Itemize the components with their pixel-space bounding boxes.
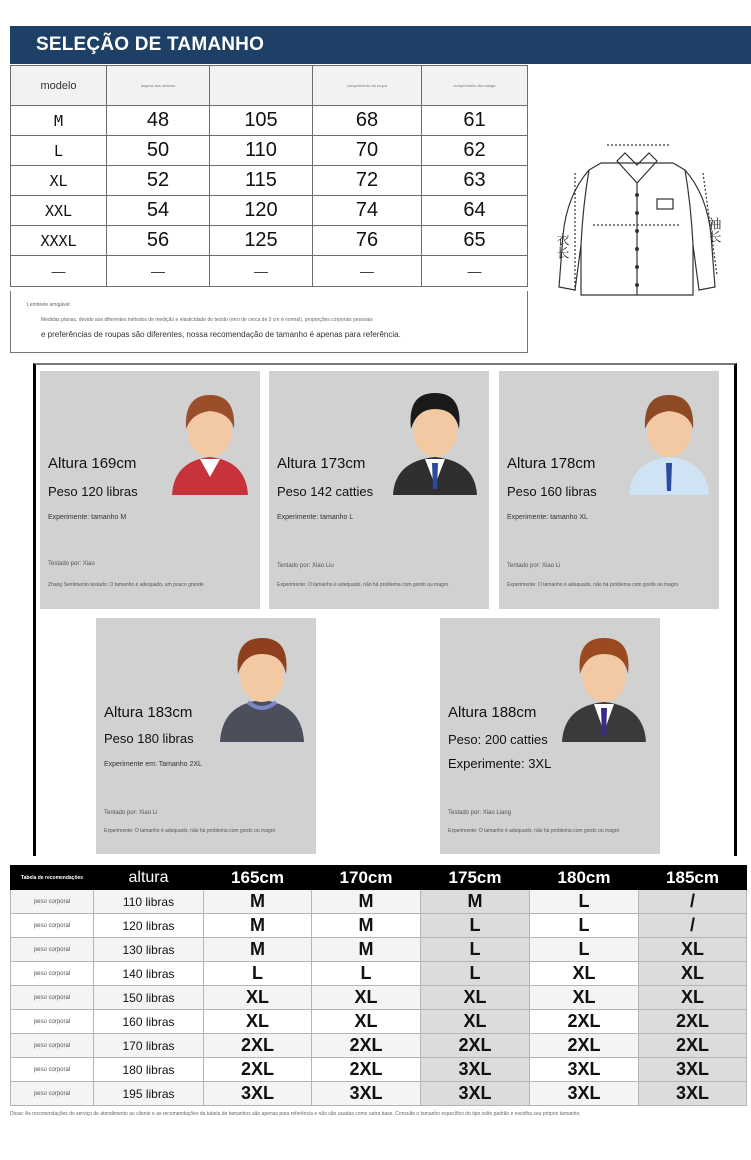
size-cell: 125 xyxy=(210,226,313,256)
size-recommendation-cell: 2XL xyxy=(639,1010,747,1034)
recommendation-row xyxy=(11,1058,747,1082)
recommendation-header xyxy=(11,866,747,890)
size-recommendation-cell: L xyxy=(204,962,312,986)
size-recommendation-cell: M xyxy=(204,890,312,914)
weight-cell: 150 libras xyxy=(94,986,204,1010)
size-header-chest xyxy=(210,66,313,106)
weight-cell: 130 libras xyxy=(94,938,204,962)
size-recommendation-cell: 3XL xyxy=(639,1058,747,1082)
size-cell: 64 xyxy=(422,196,528,226)
size-row xyxy=(11,256,528,287)
size-cell: 72 xyxy=(313,166,422,196)
row-label: peso corporal xyxy=(11,1010,94,1034)
row-label: peso corporal xyxy=(11,890,94,914)
size-recommendation-cell: M xyxy=(312,938,421,962)
size-recommendation-cell: / xyxy=(639,914,747,938)
model-feedback: Experimente: O tamanho é adequado, não há problema com gordo ou magro xyxy=(104,828,276,834)
model-tester: Tentado por: Xiao Li xyxy=(507,563,561,569)
model-try-size: Experimente: 3XL xyxy=(448,756,552,771)
size-cell: 62 xyxy=(422,136,528,166)
size-row xyxy=(11,106,528,136)
size-cell: 52 xyxy=(107,166,210,196)
size-recommendation-cell: M xyxy=(421,890,530,914)
height-label: altura xyxy=(94,866,204,890)
size-recommendation-cell: 3XL xyxy=(530,1082,639,1106)
size-recommendation-cell: 3XL xyxy=(530,1058,639,1082)
model-panel xyxy=(33,363,737,856)
size-recommendation-cell: 3XL xyxy=(312,1082,421,1106)
size-recommendation-cell: XL xyxy=(530,962,639,986)
size-cell: L xyxy=(11,136,107,166)
size-recommendation-cell: XL xyxy=(312,1010,421,1034)
recommendation-table xyxy=(10,865,747,1106)
size-recommendation-cell: 2XL xyxy=(312,1058,421,1082)
recommendation-row xyxy=(11,1034,747,1058)
size-recommendation-cell: 3XL xyxy=(639,1082,747,1106)
recommendation-row xyxy=(11,1010,747,1034)
model-height: Altura 173cm xyxy=(277,455,366,472)
model-weight: Peso 142 catties xyxy=(277,484,374,499)
size-recommendation-cell: XL xyxy=(530,986,639,1010)
size-recommendation-cell: M xyxy=(312,914,421,938)
size-cell: 120 xyxy=(210,196,313,226)
model-tester: Testado por: Xiao xyxy=(48,561,95,567)
row-label: peso corporal xyxy=(11,1082,94,1106)
shirt-label-left: 衣长 xyxy=(553,233,569,259)
size-cell: 110 xyxy=(210,136,313,166)
model-feedback: Experimente: O tamanho é adequado, não há problema com gordo ou magro xyxy=(448,828,620,834)
model-tester: Tentado por: Xiao Li xyxy=(104,810,158,816)
size-row xyxy=(11,226,528,256)
size-recommendation-cell: 2XL xyxy=(204,1058,312,1082)
height-header: 175cm xyxy=(421,866,530,890)
shirt-avatar-icon xyxy=(625,385,713,495)
size-recommendation-cell: XL xyxy=(204,986,312,1010)
recommendation-row xyxy=(11,986,747,1010)
note-text: e preferências de roupas são diferentes, nossa recomendação de tamanho é apenas para referência. xyxy=(41,330,401,339)
size-cell: 105 xyxy=(210,106,313,136)
tshirt-avatar-icon xyxy=(216,632,308,742)
model-card xyxy=(96,618,316,854)
size-recommendation-cell: L xyxy=(530,890,639,914)
size-recommendation-cell: 3XL xyxy=(421,1082,530,1106)
note-text: Medidas planas, devido aos diferentes métodos de medição e elasticidade do tecido (erro de cerca de 3 cm é normal), proporções corporais pessoais xyxy=(41,317,373,323)
size-cell: — xyxy=(210,256,313,287)
size-row xyxy=(11,166,528,196)
model-weight: Peso 160 libras xyxy=(507,484,597,499)
recommendation-corner: Tabela de recomendações xyxy=(11,866,94,890)
row-label: peso corporal xyxy=(11,962,94,986)
size-row xyxy=(11,196,528,226)
suit-tie-avatar-icon xyxy=(558,630,650,742)
model-card xyxy=(440,618,660,854)
size-recommendation-cell: L xyxy=(530,914,639,938)
model-feedback: Experimente: O tamanho é adequado, não há problema com gordo ou magro xyxy=(507,582,679,588)
size-cell: XXXL xyxy=(11,226,107,256)
size-cell: 54 xyxy=(107,196,210,226)
size-recommendation-cell: XL xyxy=(639,938,747,962)
size-cell: 48 xyxy=(107,106,210,136)
row-label: peso corporal xyxy=(11,986,94,1010)
size-cell: 70 xyxy=(313,136,422,166)
size-recommendation-cell: M xyxy=(312,890,421,914)
size-recommendation-cell: XL xyxy=(421,1010,530,1034)
size-recommendation-cell: 2XL xyxy=(421,1034,530,1058)
model-try-size: Experimente: tamanho L xyxy=(277,514,354,521)
size-cell: 76 xyxy=(313,226,422,256)
model-feedback: Experimente: O tamanho é adequado, não há problema com gordo ou magro xyxy=(277,582,449,588)
weight-cell: 170 libras xyxy=(94,1034,204,1058)
row-label: peso corporal xyxy=(11,914,94,938)
size-recommendation-cell: XL xyxy=(312,986,421,1010)
size-row xyxy=(11,136,528,166)
model-feedback: Zhang Sentimento testado: O tamanho é adequado, um pouco grande xyxy=(48,582,204,588)
sweater-avatar-icon xyxy=(166,385,254,495)
footer-note: Dicas: As recomendações do serviço de atendimento ao cliente e as recomendações da tabela de tamanhos são apenas para referência e não são usadas como outra base. Consulte o tamanho específico do tipo solto padrão e escolha seu próprio tamanho. xyxy=(10,1111,581,1117)
model-height: Altura 169cm xyxy=(48,455,137,472)
size-header-shoulder: largura dos ombros xyxy=(107,66,210,106)
size-recommendation-cell: 3XL xyxy=(421,1058,530,1082)
size-note xyxy=(10,291,528,353)
size-cell: 65 xyxy=(422,226,528,256)
size-recommendation-cell: M xyxy=(204,938,312,962)
recommendation-row xyxy=(11,938,747,962)
size-header-length: comprimento da roupa xyxy=(313,66,422,106)
size-header-model: modelo xyxy=(11,66,107,106)
shirt-label-right: 袖长 xyxy=(705,217,721,243)
model-card xyxy=(499,371,719,609)
model-tester: Testado por: Xiao Liang xyxy=(448,810,512,816)
weight-cell: 120 libras xyxy=(94,914,204,938)
model-weight: Peso: 200 catties xyxy=(448,732,548,747)
height-header: 170cm xyxy=(312,866,421,890)
size-recommendation-cell: L xyxy=(312,962,421,986)
recommendation-row xyxy=(11,962,747,986)
recommendation-row xyxy=(11,890,747,914)
size-recommendation-cell: XL xyxy=(204,1010,312,1034)
height-header: 185cm xyxy=(639,866,747,890)
size-recommendation-cell: 2XL xyxy=(204,1034,312,1058)
weight-cell: 110 libras xyxy=(94,890,204,914)
height-header: 180cm xyxy=(530,866,639,890)
recommendation-row xyxy=(11,914,747,938)
note-title: Lembrete amigável: xyxy=(27,302,71,308)
row-label: peso corporal xyxy=(11,1058,94,1082)
shirt-measurement-diagram-icon xyxy=(553,125,723,310)
size-cell: — xyxy=(107,256,210,287)
row-label: peso corporal xyxy=(11,1034,94,1058)
size-recommendation-cell: 2XL xyxy=(639,1034,747,1058)
size-cell: 115 xyxy=(210,166,313,196)
weight-cell: 180 libras xyxy=(94,1058,204,1082)
model-try-size: Experimente em: Tamanho 2XL xyxy=(104,761,202,768)
size-cell: 61 xyxy=(422,106,528,136)
size-cell: XL xyxy=(11,166,107,196)
size-recommendation-cell: 2XL xyxy=(530,1034,639,1058)
size-cell: 63 xyxy=(422,166,528,196)
size-cell: — xyxy=(11,256,107,287)
size-recommendation-cell: / xyxy=(639,890,747,914)
suit-avatar-icon xyxy=(389,385,481,495)
height-header: 165cm xyxy=(204,866,312,890)
size-recommendation-cell: L xyxy=(421,914,530,938)
model-weight: Peso 180 libras xyxy=(104,731,194,746)
size-cell: M xyxy=(11,106,107,136)
weight-cell: 160 libras xyxy=(94,1010,204,1034)
model-card xyxy=(269,371,489,609)
size-recommendation-cell: XL xyxy=(639,962,747,986)
size-recommendation-cell: 2XL xyxy=(530,1010,639,1034)
size-cell: — xyxy=(422,256,528,287)
size-recommendation-cell: L xyxy=(421,962,530,986)
size-recommendation-cell: L xyxy=(530,938,639,962)
size-cell: XXL xyxy=(11,196,107,226)
size-cell: 56 xyxy=(107,226,210,256)
size-cell: 68 xyxy=(313,106,422,136)
weight-cell: 195 libras xyxy=(94,1082,204,1106)
model-height: Altura 188cm xyxy=(448,704,537,721)
size-cell: 74 xyxy=(313,196,422,226)
model-height: Altura 178cm xyxy=(507,455,596,472)
weight-cell: 140 libras xyxy=(94,962,204,986)
page-title: SELEÇÃO DE TAMANHO xyxy=(36,34,265,55)
model-try-size: Experimente: tamanho XL xyxy=(507,514,588,521)
size-header-sleeve: comprimento da manga xyxy=(422,66,528,106)
model-tester: Tentado por: Xiao Liu xyxy=(277,563,334,569)
size-recommendation-cell: 2XL xyxy=(312,1034,421,1058)
model-height: Altura 183cm xyxy=(104,704,193,721)
recommendation-row xyxy=(11,1082,747,1106)
model-weight: Peso 120 libras xyxy=(48,484,138,499)
model-try-size: Experimente: tamanho M xyxy=(48,514,127,521)
size-table-header xyxy=(11,66,528,106)
row-label: peso corporal xyxy=(11,938,94,962)
size-recommendation-cell: XL xyxy=(421,986,530,1010)
size-table xyxy=(10,65,528,287)
size-recommendation-cell: XL xyxy=(639,986,747,1010)
size-recommendation-cell: 3XL xyxy=(204,1082,312,1106)
page-header xyxy=(10,26,751,64)
size-recommendation-cell: M xyxy=(204,914,312,938)
size-cell: 50 xyxy=(107,136,210,166)
size-recommendation-cell: L xyxy=(421,938,530,962)
size-cell: — xyxy=(313,256,422,287)
model-card xyxy=(40,371,260,609)
